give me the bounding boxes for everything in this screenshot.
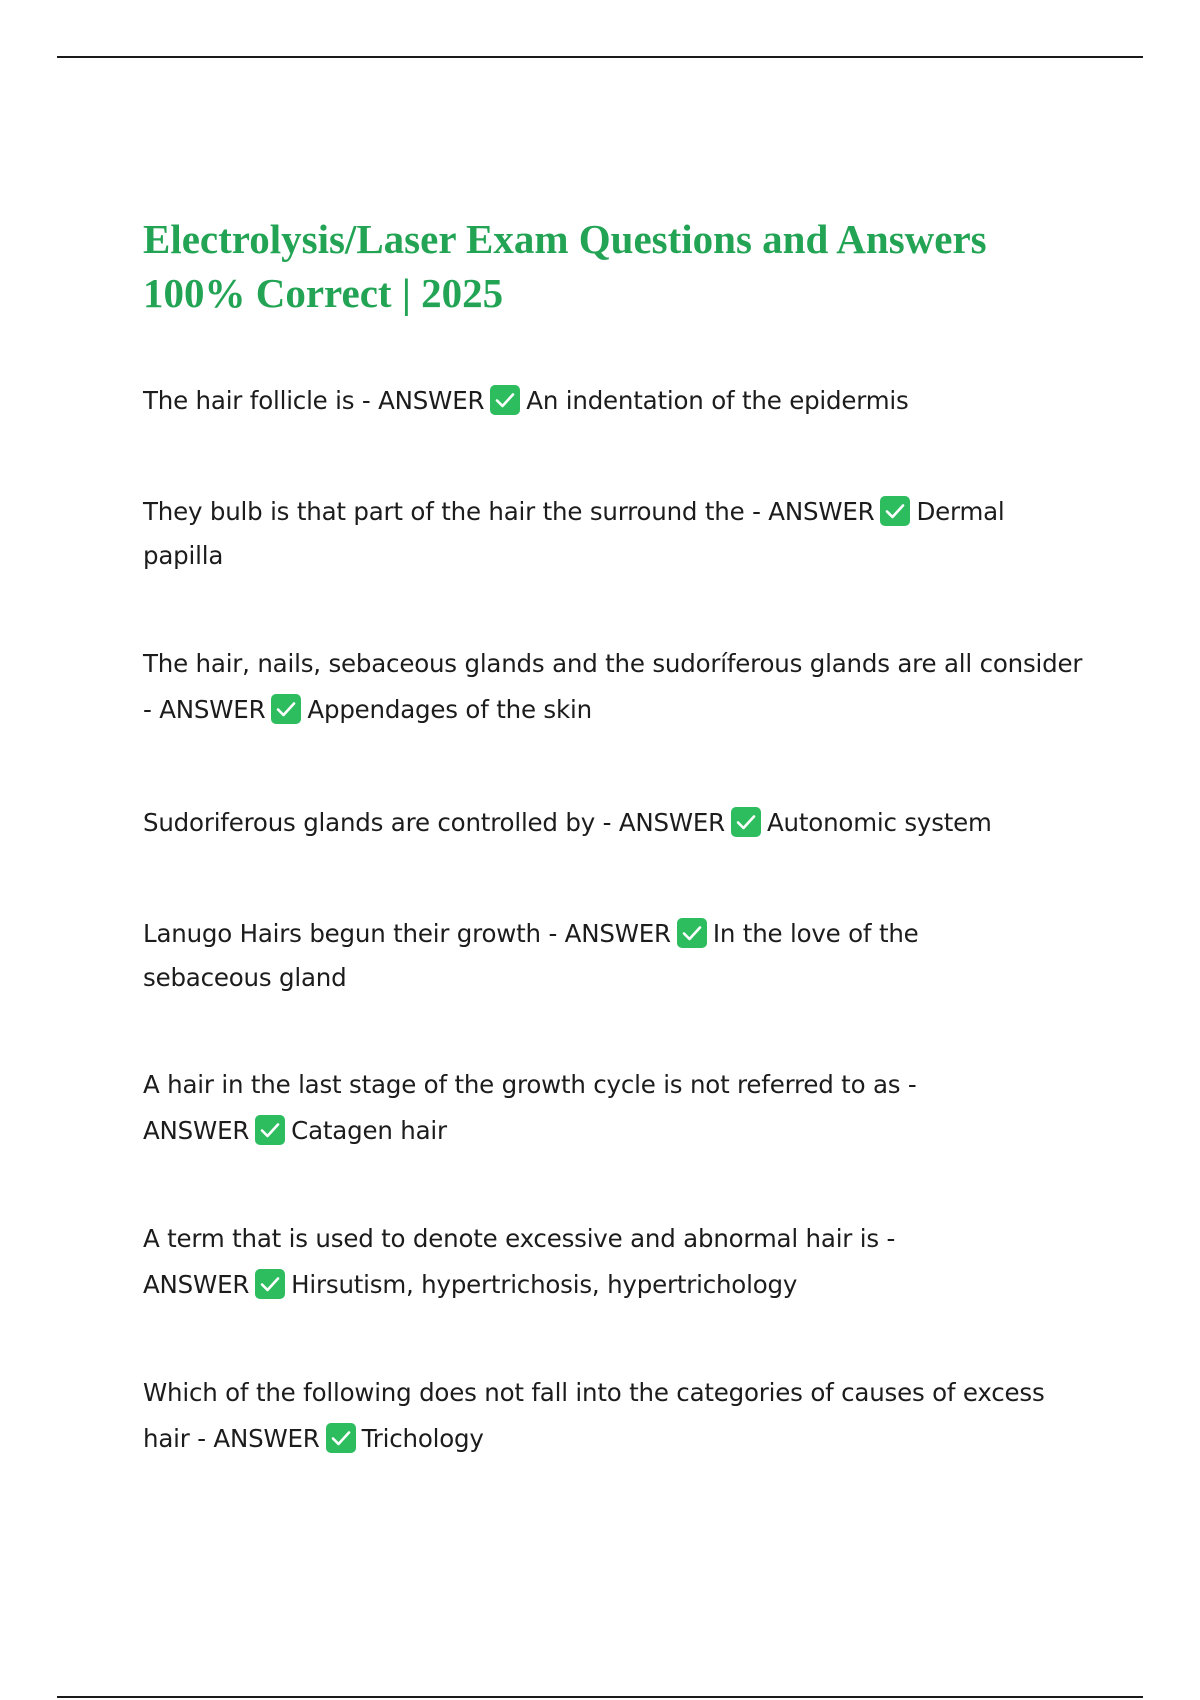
check-mark-icon — [271, 694, 301, 724]
question-text: The hair, nails, sebaceous glands and the sudoríferous glands are all consider - ANSWER — [143, 649, 1083, 724]
qa-item-1 — [143, 378, 1083, 424]
top-rule — [57, 56, 1143, 58]
qa-item-3 — [143, 641, 1083, 733]
answer-text: Dermal papilla — [143, 497, 1005, 570]
qa-item-5 — [143, 912, 1023, 1000]
qa-item-8 — [143, 1370, 1063, 1462]
question-text: Lanugo Hairs begun their growth - ANSWER — [143, 919, 671, 948]
title-line-2: 100% Correct | 2025 — [143, 270, 504, 316]
question-text: Sudoriferous glands are controlled by - ANSWER — [143, 808, 725, 837]
answer-text: Autonomic system — [767, 808, 992, 837]
answer-text: An indentation of the epidermis — [526, 386, 909, 415]
title-line-1: Electrolysis/Laser Exam Questions and Answers — [143, 216, 987, 262]
bottom-rule — [57, 1696, 1143, 1698]
check-mark-icon — [255, 1269, 285, 1299]
answer-text: In the love of the sebaceous gland — [143, 919, 919, 992]
answer-text: Appendages of the skin — [307, 695, 592, 724]
question-text: Which of the following does not fall into the categories of causes of excess hair - ANSWER — [143, 1378, 1045, 1453]
question-text: A hair in the last stage of the growth cycle is not referred to as - ANSWER — [143, 1070, 917, 1145]
answer-text: Catagen hair — [291, 1116, 447, 1145]
check-mark-icon — [677, 918, 707, 948]
answer-text: Hirsutism, hypertrichosis, hypertrichology — [291, 1270, 798, 1299]
check-mark-icon — [490, 385, 520, 415]
qa-item-4 — [143, 800, 1083, 846]
question-text: The hair follicle is - ANSWER — [143, 386, 485, 415]
question-text: A term that is used to denote excessive and abnormal hair is - ANSWER — [143, 1224, 896, 1299]
qa-item-2 — [143, 490, 1083, 578]
check-mark-icon — [880, 496, 910, 526]
question-text: They bulb is that part of the hair the surround the - ANSWER — [143, 497, 875, 526]
answer-text: Trichology — [361, 1424, 484, 1453]
check-mark-icon — [326, 1423, 356, 1453]
document-title — [143, 212, 1103, 320]
check-mark-icon — [255, 1115, 285, 1145]
qa-item-7 — [143, 1216, 1003, 1308]
check-mark-icon — [731, 807, 761, 837]
qa-item-6 — [143, 1062, 1013, 1154]
